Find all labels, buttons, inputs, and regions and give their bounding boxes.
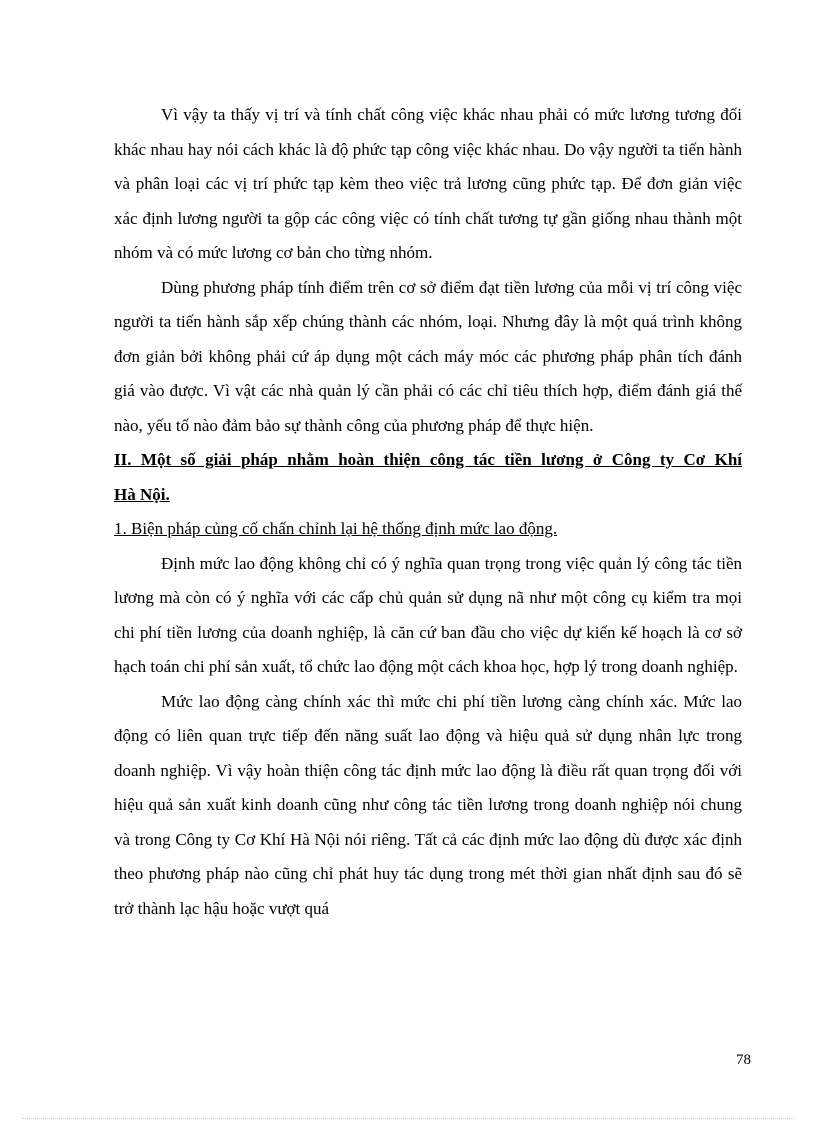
section-heading-continued: Hà Nội.	[114, 484, 170, 504]
subsection-heading: 1. Biện pháp củng cố chấn chỉnh lại hệ thống định mức lao động.	[114, 519, 558, 538]
document-page	[114, 98, 742, 926]
paragraph: Định mức lao động không chỉ có ý nghĩa quan trọng trong việc quản lý công tác tiền lương mà còn có ý nghĩa với các cấp chủ quản sử dụng nã như một công cụ kiểm tra mọi chi phí tiền lương của doanh nghiệp, là căn cứ ban đầu cho việc dự kiến kế hoạch là cơ sở hạch toán chi phí sản xuất, tổ chức lao động một cách khoa học, hợp lý trong doanh nghiệp.	[114, 553, 742, 676]
page-bottom-divider	[22, 1118, 794, 1119]
section-heading: II. Một số giải pháp nhằm hoàn thiện công tác tiền lương ở Công ty Cơ Khí	[114, 450, 742, 469]
page-number: 78	[736, 1052, 751, 1068]
paragraph: Vì vậy ta thấy vị trí và tính chất công việc khác nhau phải có mức lương tương đối khác nhau hay nói cách khác là độ phức tạp công việc khác nhau. Do vậy người ta tiến hành và phân loại các vị trí phức tạp kèm theo việc trả lương cũng phức tạp. Để đơn giản việc xác định lương người ta gộp các công việc có tính chất tương tự gần giống nhau thành một nhóm và có mức lương cơ bản cho từng nhóm.	[114, 105, 742, 262]
paragraph: Dùng phương pháp tính điểm trên cơ sở điểm đạt tiền lương của mỗi vị trí công việc người ta tiến hành sắp xếp chúng thành các nhóm, loại. Nhưng đây là một quá trình không đơn giản bởi không phải cứ áp dụng một cách máy móc các phương pháp phân tích đánh giá vào được. Vì vật các nhà quản lý cần phải có các chỉ tiêu thích hợp, điểm đánh giá thế nào, yếu tố nào đảm bảo sự thành công của phương pháp để thực hiện.	[114, 277, 742, 435]
paragraph: Mức lao động càng chính xác thì mức chi phí tiền lương càng chính xác. Mức lao động có liên quan trực tiếp đến năng suất lao động và hiệu quả sử dụng nhân lực trong doanh nghiệp. Vì vậy hoàn thiện công tác định mức lao động là điều rất quan trọng đối với hiệu quả sản xuất kinh doanh cũng như công tác tiền lương trong doanh nghiệp nói chung và trong Công ty Cơ Khí Hà Nội nói riêng. Tất cả các định mức lao động dù được xác định theo phương pháp nào cũng chỉ phát huy tác dụng trong mét thời gian nhất định sau đó sẽ trở thành lạc hậu hoặc vượt quá	[114, 691, 742, 918]
